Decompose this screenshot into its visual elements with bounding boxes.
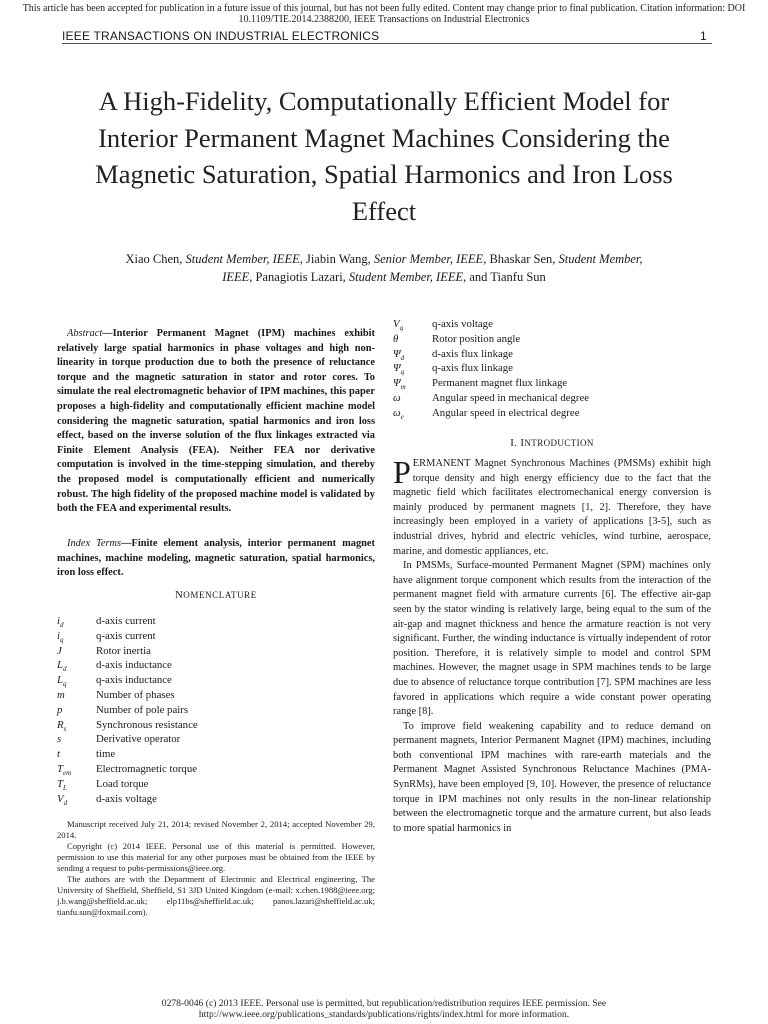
nomenclature-row bbox=[57, 658, 375, 672]
author-role: Student Member, IEEE bbox=[185, 252, 300, 266]
nomenclature-definition: Synchronous resistance bbox=[96, 718, 198, 731]
nomenclature-definition: q-axis voltage bbox=[432, 318, 493, 330]
footnote-copyright: Copyright (c) 2014 IEEE. Personal use of this material is permitted. However, permission to use this material for any other purposes must be obtained from the IEEE by sending a request to pubs-permissions@ieee.org. bbox=[57, 841, 375, 873]
page-number: 1 bbox=[700, 29, 707, 43]
nomenclature-row bbox=[393, 317, 711, 331]
author-role: Student Member, IEEE bbox=[348, 270, 464, 284]
author-role: Senior Member, IEEE bbox=[373, 252, 484, 266]
section-heading-introduction: I. INTRODUCTION bbox=[510, 437, 594, 449]
footnote-affiliation: The authors are with the Department of Electronic and Electrical engineering, The University of Sheffield, Sheffield, S1 3JD United Kingdom (e-mail: x.chen.1988@ieee.org; j.b.wang@sheffield.ac.uk; elp11bs@sheffield.ac.uk; panos.lazari@sheffield.ac.uk; tianfu.sun@foxmail.com). bbox=[57, 874, 375, 917]
nomenclature-symbol: $\Psi_m$ bbox=[393, 377, 406, 392]
nomenclature-symbol: $\omega_e$ bbox=[393, 406, 404, 421]
nomenclature-heading: NOMENCLATURE bbox=[175, 590, 257, 601]
nomenclature-symbol: $L_q$ bbox=[57, 674, 67, 689]
nomenclature-symbol: $i_q$ bbox=[57, 629, 64, 644]
nomenclature-row bbox=[393, 347, 711, 361]
author-name: , and Tianfu Sun bbox=[463, 270, 546, 284]
nomenclature-row bbox=[57, 644, 375, 658]
nomenclature-definition: Permanent magnet flux linkage bbox=[432, 377, 568, 390]
nomenclature-symbol: ω bbox=[393, 392, 401, 404]
intro-paragraph-2: In PMSMs, Surface-mounted Permanent Magnet (SPM) machines only have alignment torque component which results from the interaction of the permanent magnet field with armature currents [6]. The effective air-gap seen by the stator winding is relatively large, being equal to the sum of the air-gap and magnet thickness and hence the armature reaction is not very significant. Further, the winding inductance is virtually independent of rotor position. Therefore, it is relatively simple to model and control SPM machines. However, the magnet usage in SPM machines tends to be large due to absence of reluctance torque contribution [7]. SPM machines are less favored in applications which require a wide constant power operating range [8]. bbox=[393, 560, 711, 718]
nomenclature-row bbox=[57, 762, 375, 776]
nomenclature-row bbox=[57, 673, 375, 687]
author-list bbox=[90, 250, 678, 286]
nomenclature-row bbox=[57, 732, 375, 746]
author-role: IEEE bbox=[222, 270, 250, 284]
nomenclature-definition: Load torque bbox=[96, 777, 149, 790]
nomenclature-symbol: θ bbox=[393, 332, 399, 345]
nomenclature-symbol: p bbox=[57, 703, 63, 716]
header-divider bbox=[62, 43, 712, 44]
nomenclature-symbol: $V_d$ bbox=[57, 792, 68, 807]
copyright-line-1: 0278-0046 (c) 2013 IEEE. Personal use is permitted, but republication/redistribution requires IEEE permission. See bbox=[161, 998, 607, 1009]
author-name: , Bhaskar Sen, bbox=[483, 252, 559, 266]
abstract bbox=[57, 327, 375, 517]
nomenclature-row bbox=[393, 376, 711, 390]
index-terms-text: —Finite element analysis, interior permanent magnet machines, machine modeling, magnetic saturation, spatial harmonics, iron loss effect. bbox=[57, 538, 375, 579]
nomenclature-symbol: $T_L$ bbox=[57, 777, 67, 792]
nomenclature-definition: q-axis current bbox=[96, 629, 156, 642]
nomenclature-definition: Angular speed in electrical degree bbox=[432, 406, 580, 419]
intro-paragraph-1: PERMANENT Magnet Synchronous Machines (PMSMs) exhibit high torque density and high energy efficiency due to the fact that the magnetic field which facilitates electromechanical energy conversion is mainly produced by permanent magnets [1, 2]. Therefore, they have increasingly been employed in a variety of applications [3-5], such as industrial drives, hybrid and electric vehicles, wind turbine, aerospace, marine, and domestic appliances, etc. bbox=[393, 454, 711, 557]
nomenclature-symbol: s bbox=[57, 733, 62, 746]
nomenclature-definition: d-axis inductance bbox=[96, 659, 172, 672]
nomenclature-symbol: $i_d$ bbox=[57, 615, 64, 630]
nomenclature-definition: d-axis voltage bbox=[96, 792, 157, 805]
nomenclature-definition: q-axis flux linkage bbox=[432, 362, 513, 375]
nomenclature-symbol: t bbox=[57, 748, 60, 761]
nomenclature-definition: d-axis current bbox=[96, 615, 156, 627]
nomenclature-definition: Rotor position angle bbox=[432, 332, 521, 345]
nomenclature-row bbox=[57, 688, 375, 702]
nomenclature-definition: Number of pole pairs bbox=[96, 703, 189, 716]
nomenclature-symbol: $\Psi_q$ bbox=[393, 362, 405, 377]
author-name: , Jiabin Wang, bbox=[299, 252, 374, 266]
nomenclature-symbol: J bbox=[57, 644, 62, 657]
abstract-label: Abstract bbox=[67, 328, 103, 339]
nomenclature-symbol: m bbox=[57, 689, 65, 701]
nomenclature-definition: time bbox=[96, 748, 116, 761]
nomenclature-symbol: $L_d$ bbox=[57, 659, 67, 674]
nomenclature-definition: q-axis inductance bbox=[96, 674, 172, 687]
nomenclature-symbol: $R_s$ bbox=[57, 718, 67, 733]
nomenclature-definition: Rotor inertia bbox=[96, 644, 151, 657]
nomenclature-definition: Derivative operator bbox=[96, 733, 181, 746]
copyright-line-2: http://www.ieee.org/publications_standards/publications/rights/index.html for more information. bbox=[198, 1009, 570, 1020]
index-terms bbox=[57, 537, 375, 581]
nomenclature-row bbox=[393, 332, 711, 346]
nomenclature-row bbox=[393, 406, 711, 420]
abstract-text: —Interior Permanent Magnet (IPM) machines exhibit relatively large spatial harmonics in phase voltages and high non-linearity in torque production due to both the presence of reluctance torque and the magnetic saturation in stator and rotor cores. To simulate the real electromagnetic behavior of IPM machines, this paper proposes a high-fidelity and computationally efficient machine model considering the magnetic saturation, spatial harmonics and iron loss effect, based on the inverse solution of the flux linkages extracted via Finite Element Analysis (FEA). Neither FEA nor derivative computation is involved in the time-stepping simulation, and thereby the proposed model is computationally efficient and numerically robust. The high fidelity of the proposed machine model is validated by both the FEA and experimental results. bbox=[57, 328, 375, 515]
introduction-body bbox=[393, 454, 711, 836]
copyright-footer bbox=[0, 998, 768, 1020]
notice-line-1: This article has been accepted for publication in a future issue of this journal, but has not been fully edited. Content may change prior to final publication. Citation information: DOI bbox=[22, 3, 746, 14]
nomenclature-row bbox=[393, 361, 711, 375]
nomenclature-symbol: $T_{em}$ bbox=[57, 763, 72, 778]
footnote-received: Manuscript received July 21, 2014; revised November 2, 2014; accepted November 29, 2014. bbox=[57, 819, 375, 840]
nomenclature-row bbox=[57, 614, 375, 628]
index-terms-label: Index Terms bbox=[67, 538, 122, 549]
drop-cap: P bbox=[393, 454, 411, 490]
footnote bbox=[57, 819, 375, 918]
notice-line-2: 10.1109/TIE.2014.2388200, IEEE Transactions on Industrial Electronics bbox=[238, 14, 530, 25]
running-header-journal: IEEE TRANSACTIONS ON INDUSTRIAL ELECTRONICS bbox=[62, 29, 380, 43]
nomenclature-row bbox=[57, 777, 375, 791]
nomenclature-row bbox=[57, 718, 375, 732]
nomenclature-definition: Electromagnetic torque bbox=[96, 763, 198, 775]
nomenclature-row bbox=[57, 792, 375, 806]
paper-title: A High-Fidelity, Computationally Efficient Model for Interior Permanent Magnet Machines Considering the Magnetic Saturation, Spatial Harmonics and Iron Loss Effect bbox=[95, 86, 673, 226]
nomenclature-definition: Number of phases bbox=[96, 689, 175, 701]
nomenclature-row bbox=[57, 703, 375, 717]
nomenclature-symbol: $\Psi_d$ bbox=[393, 347, 405, 362]
nomenclature-row bbox=[393, 391, 711, 405]
author-role: Student Member, bbox=[558, 252, 643, 266]
nomenclature-definition: Angular speed in mechanical degree bbox=[432, 392, 590, 404]
intro-paragraph-3: To improve field weakening capability and to reduce demand on permanent magnets, Interior Permanent Magnet (IPM) machines, including both conventional IPM machines with rare-earth materials and the Permanent Magnet Assisted Synchronous Reluctance Machines (PMA-SynRMs), have been employed [9, 10]. However, the presence of reluctance torque in IPM machines not only results in the non-linear relationship between the electromagnetic torque and the armature current, but also leads to more spatial harmonics in bbox=[393, 720, 711, 834]
author-name: , Panagiotis Lazari, bbox=[249, 270, 349, 284]
nomenclature-row bbox=[57, 747, 375, 761]
author-name: Xiao Chen, bbox=[125, 252, 186, 266]
accepted-article-notice bbox=[0, 3, 768, 25]
nomenclature-symbol: $V_q$ bbox=[393, 318, 404, 333]
nomenclature-definition: d-axis flux linkage bbox=[432, 347, 513, 360]
nomenclature-row bbox=[57, 629, 375, 643]
